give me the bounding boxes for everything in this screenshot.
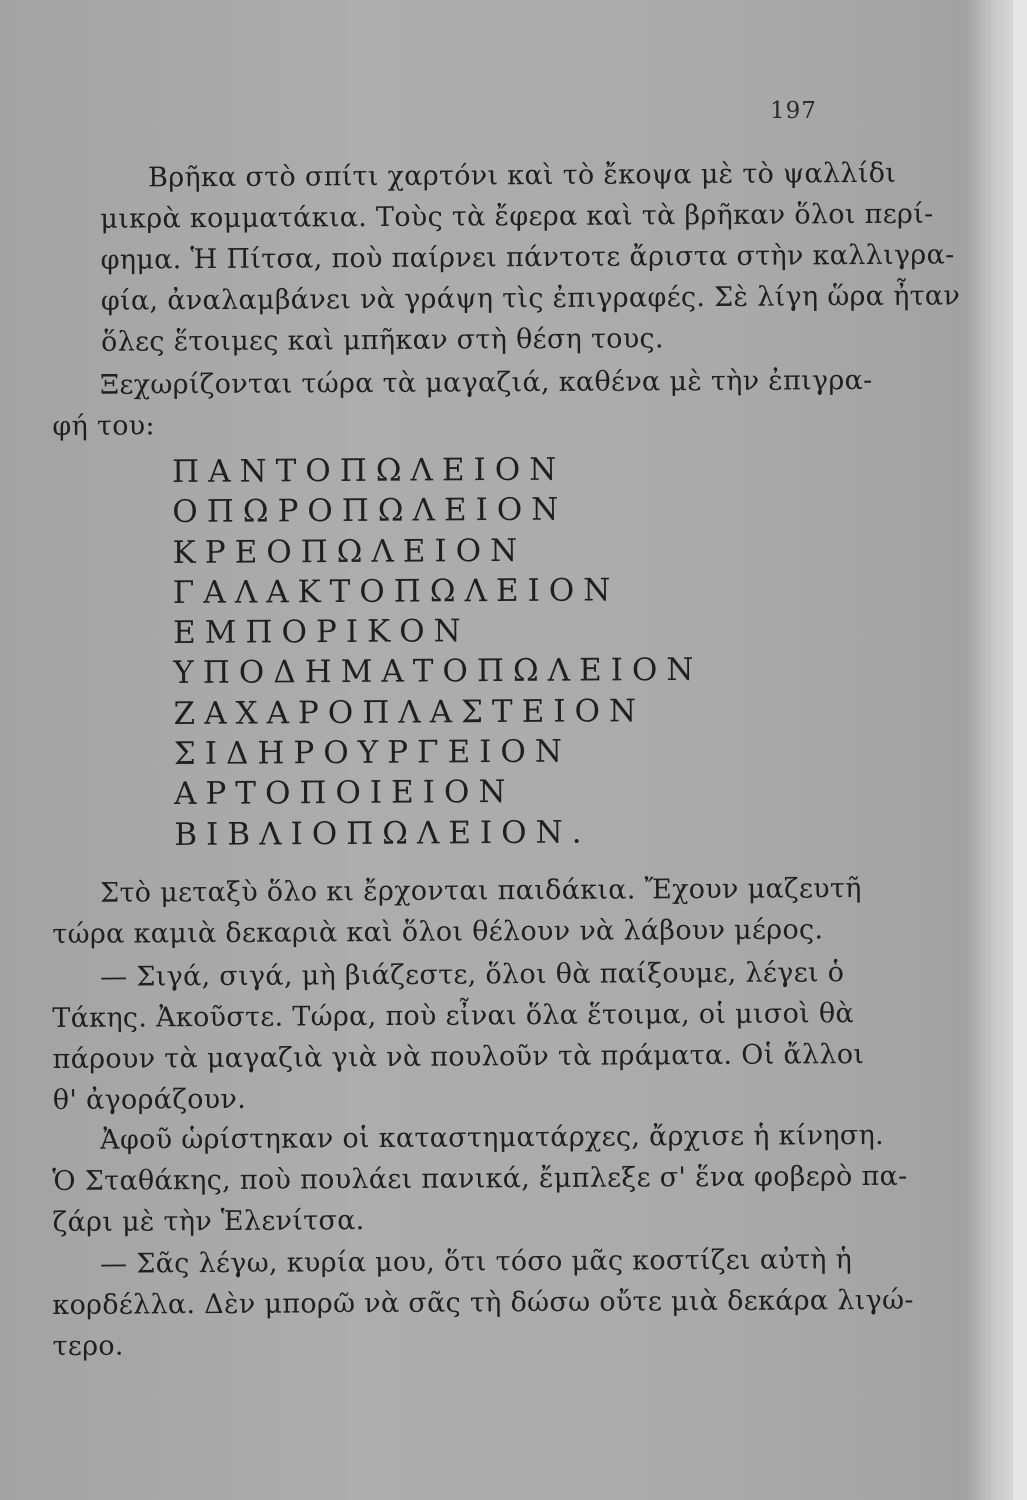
text-line: Βρῆκα στὸ σπίτι χαρτόνι καὶ τὸ ἔκοψα μὲ τὸ ψαλλίδι	[148, 157, 897, 194]
shop-sign: ΖΑΧΑΡΟΠΛΑΣΤΕΙΟΝ	[173, 692, 646, 732]
shop-sign-list	[172, 449, 704, 855]
shop-sign: ΑΡΤΟΠΟΙΕΙΟΝ	[173, 774, 515, 813]
paragraph-2	[52, 360, 873, 447]
paragraph-4	[52, 952, 863, 1121]
text-line: θ' ἀγοράζουν.	[52, 1083, 247, 1116]
text-line: φία, ἀναλαμβάνει νὰ γράψη τὶς ἐπιγραφές. Σὲ λίγη ὥρα ἦταν	[100, 280, 961, 317]
text-line: — Σᾶς λέγω, κυρία μου, ὅτι τόσο μᾶς κοστίζει αὐτὴ ἡ	[100, 1244, 853, 1280]
text-line: τώρα καμιὰ δεκαριὰ καὶ ὅλοι θέλουν νὰ λάβουν μέρος.	[52, 914, 824, 950]
shop-sign: ΓΑΛΑΚΤΟΠΩΛΕΙΟΝ	[172, 572, 620, 611]
shop-sign: ΥΠΟΔΗΜΑΤΟΠΩΛΕΙΟΝ	[173, 652, 703, 692]
shop-sign: ΠΑΝΤΟΠΩΛΕΙΟΝ	[172, 451, 566, 490]
shop-sign: ΕΜΠΟΡΙΚΟΝ	[172, 613, 470, 652]
text-line: Ὁ Σταθάκης, ποὺ πουλάει πανικά, ἔμπλεξε σ' ἕνα φοβερὸ πα-	[52, 1160, 908, 1197]
text-line: — Σιγά, σιγά, μὴ βιάζεστε, ὅλοι θὰ παίξουμε, λέγει ὁ	[100, 957, 845, 993]
paragraph-1	[52, 153, 961, 363]
shop-sign: ΟΠΩΡΟΠΩΛΕΙΟΝ	[172, 491, 568, 531]
page-edge	[1013, 0, 1027, 1500]
text-line: Ἀφοῦ ὡρίστηκαν οἱ καταστηματάρχες, ἄρχισε ἡ κίνηση.	[100, 1119, 885, 1156]
text-line: φή του:	[52, 410, 155, 442]
paragraph-6	[52, 1239, 914, 1367]
paragraph-3	[52, 868, 862, 955]
text-line: Τάκης. Ἀκοῦστε. Τώρα, ποὺ εἶναι ὅλα ἕτοιμα, οἱ μισοὶ θὰ	[52, 998, 855, 1034]
text-line: Στὸ μεταξὺ ὅλο κι ἔρχονται παιδάκια. Ἔχουν μαζευτῆ	[100, 873, 862, 909]
paragraph-5	[52, 1115, 908, 1243]
text-line: ζάρι μὲ τὴν Ἑλενίτσα.	[52, 1205, 365, 1238]
page-number: 197	[770, 98, 817, 124]
shop-sign: ΣΙΔΗΡΟΥΡΓΕΙΟΝ	[173, 733, 572, 773]
text-line: Ξεχωρίζονται τώρα τὰ μαγαζιά, καθένα μὲ τὴν ἐπιγρα-	[100, 364, 873, 401]
text-line: πάρουν τὰ μαγαζιὰ γιὰ νὰ πουλοῦν τὰ πράματα. Οἱ ἄλλοι	[52, 1039, 865, 1075]
shop-sign: ΒΙΒΛΙΟΠΩΛΕΙΟΝ.	[174, 814, 591, 853]
text-line: τερο.	[52, 1330, 124, 1362]
shop-sign: ΚΡΕΟΠΩΛΕΙΟΝ	[172, 532, 527, 571]
text-line: φημα. Ἡ Πίτσα, ποὺ παίρνει πάντοτε ἄριστα στὴν καλλιγρα-	[100, 239, 955, 276]
text-line: μικρὰ κομματάκια. Τοὺς τὰ ἔφερα καὶ τὰ βρῆκαν ὅλοι περί-	[100, 198, 934, 235]
text-line: ὅλες ἕτοιμες καὶ μπῆκαν στὴ θέση τους.	[101, 323, 664, 358]
text-line: κορδέλλα. Δὲν μπορῶ νὰ σᾶς τὴ δώσω οὔτε μιὰ δεκάρα λιγώ-	[52, 1284, 914, 1321]
